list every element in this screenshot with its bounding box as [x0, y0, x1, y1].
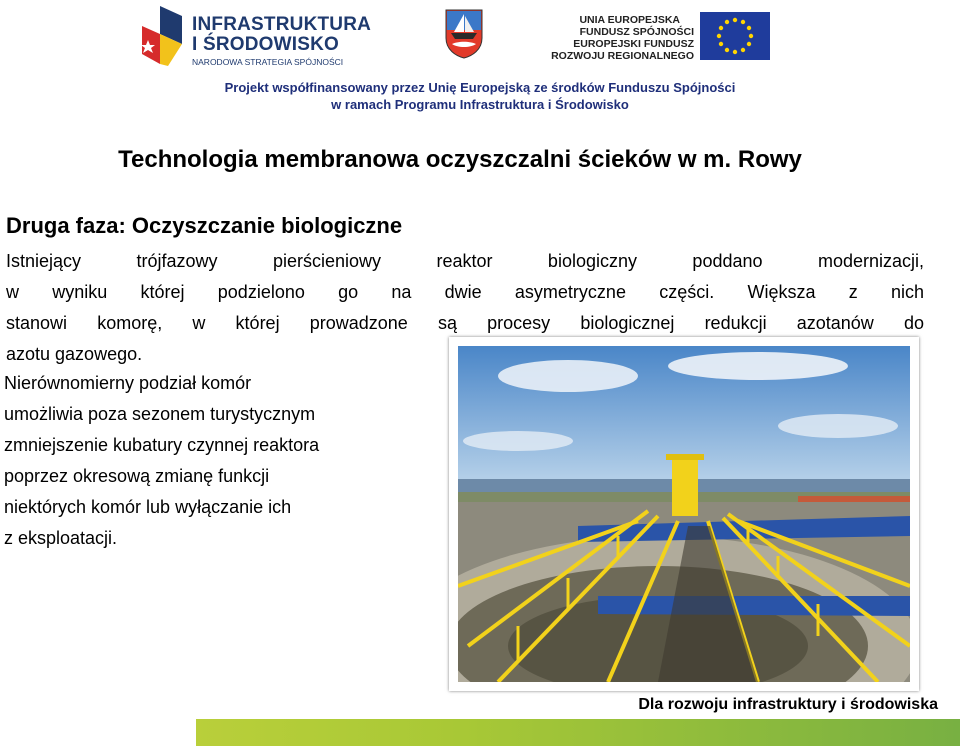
- paragraph-2-line: umożliwia poza sezonem turystycznym: [4, 404, 316, 424]
- eu-logo: [551, 12, 780, 64]
- funding-line-2: w ramach Programu Infrastruktura i Środowisko: [331, 97, 629, 112]
- section-heading: Druga faza: Oczyszczanie biologiczne: [6, 213, 403, 238]
- paragraph-1-line: stanowi komorę, w której prowadzone są procesy biologicznej redukcji azotanów do: [6, 313, 924, 333]
- infrastruktura-emblem-icon: [138, 4, 188, 70]
- infrastruktura-logo: [138, 4, 372, 70]
- infrastruktura-logo-line2: I ŚRODOWISKO: [192, 34, 340, 55]
- coat-of-arms-logo: [444, 8, 484, 60]
- paragraph-2: [4, 368, 444, 554]
- paragraph-2-line: poprzez okresową zmianę funkcji: [4, 466, 270, 486]
- eu-logo-line4: ROZWOJU REGIONALNEGO: [551, 50, 694, 62]
- paragraph-1-line: w wyniku której podzielono go na dwie asymetryczne części. Większa z nich: [6, 282, 924, 302]
- paragraph-2-line: zmniejszenie kubatury czynnej reaktora: [4, 435, 320, 455]
- eu-flag-icon: [700, 12, 770, 60]
- eu-logo-line1: UNIA EUROPEJSKA: [579, 14, 680, 26]
- infrastruktura-logo-line1: INFRASTRUKTURA: [192, 14, 372, 35]
- paragraph-2-line: Nierównomierny podział komór: [4, 373, 252, 393]
- funding-line-1: Projekt współfinansowany przez Unię Europejską ze środków Funduszu Spójności: [224, 80, 736, 95]
- paragraph-1-line: azotu gazowego.: [6, 344, 143, 364]
- eu-logo-line3: EUROPEJSKI FUNDUSZ: [573, 38, 694, 50]
- coat-of-arms-icon: [444, 8, 484, 60]
- footer-bar: [196, 719, 960, 746]
- paragraph-2-line: niektórych komór lub wyłączanie ich: [4, 497, 292, 517]
- infrastruktura-logo-line3: NARODOWA STRATEGIA SPÓJNOŚCI: [192, 57, 344, 67]
- paragraph-2-line: z eksploatacji.: [4, 528, 118, 548]
- reactor-photo: [449, 337, 919, 691]
- paragraph-1-line: Istniejący trójfazowy pierścieniowy reaktor biologiczny poddano modernizacji,: [6, 251, 924, 271]
- eu-logo-line2: FUNDUSZ SPÓJNOŚCI: [579, 26, 694, 38]
- footer-slogan: Dla rozwoju infrastruktury i środowiska: [638, 696, 938, 713]
- page-title: Technologia membranowa oczyszczalni ścieków w m. Rowy: [118, 146, 802, 173]
